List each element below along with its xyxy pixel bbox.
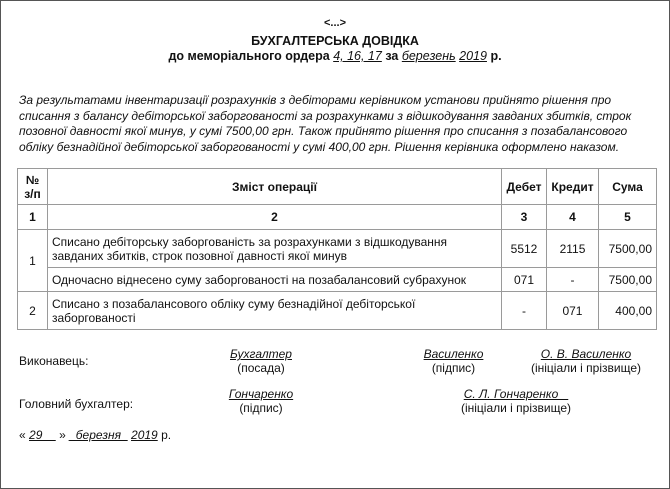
- date-close-quote: »: [59, 428, 66, 442]
- order-year-suffix: р.: [490, 49, 502, 63]
- index-cell: 5: [598, 205, 656, 230]
- row-credit: 2115: [546, 230, 598, 268]
- order-for: за: [385, 49, 399, 63]
- table-row: [18, 268, 657, 292]
- row-debit: 071: [502, 268, 547, 292]
- chief-signature: Гончаренко: [228, 387, 294, 401]
- date-year: 2019: [131, 428, 158, 442]
- executor-label: Виконавець:: [19, 354, 89, 368]
- intro-paragraph: За результатами інвентаризації розрахунків з дебіторами керівником установи прийнято рішення про списання з балансу дебіторської заборгованості за розрахунками з відшкодування завданих збитків, строк позовної давності якої минув, у сумі 7500,00 грн. Також прийнято рішення про списання з позабалансового обліку безнадійної дебіторської заборгованості у сумі 400,00 грн. Рішення керівника оформлено наказом.: [19, 93, 632, 154]
- date-open-quote: «: [19, 428, 26, 442]
- index-cell: 4: [546, 205, 598, 230]
- date-suffix: р.: [161, 428, 172, 442]
- header-content: Зміст операції: [47, 169, 501, 205]
- index-cell: 2: [47, 205, 501, 230]
- date-day: 29__: [29, 428, 56, 442]
- executor-name-block: [516, 347, 656, 375]
- executor-name: О. В. Василенко: [540, 347, 632, 361]
- header-sum: Сума: [598, 169, 656, 205]
- row-credit: 071: [546, 292, 598, 330]
- operations-table: [17, 168, 657, 330]
- row-debit: 5512: [502, 230, 547, 268]
- row-sum: 7500,00: [598, 230, 656, 268]
- chief-signature-caption: (підпис): [239, 401, 283, 415]
- chief-signature-block: [206, 387, 316, 415]
- name-caption: (ініціали і прізвище): [530, 361, 642, 375]
- table-row: [18, 292, 657, 330]
- executor-signature: Василенко: [423, 347, 484, 361]
- order-year: 2019: [459, 49, 487, 63]
- row-credit: -: [546, 268, 598, 292]
- chief-name: С. Л. Гончаренко _: [463, 387, 569, 401]
- row-debit: -: [502, 292, 547, 330]
- table-header-row: [18, 169, 657, 205]
- signature-caption: (підпис): [431, 361, 476, 375]
- chief-name-block: [441, 387, 591, 415]
- header-credit: Кредит: [546, 169, 598, 205]
- header-debit: Дебет: [502, 169, 547, 205]
- table-index-row: [18, 205, 657, 230]
- document-title: БУХГАЛТЕРСЬКА ДОВІДКА: [251, 34, 419, 48]
- order-line: [1, 49, 669, 63]
- stamp-placeholder: <...>: [323, 17, 347, 29]
- chief-name-caption: (ініціали і прізвище): [460, 401, 572, 415]
- row-sum: 400,00: [598, 292, 656, 330]
- executor-position-block: [206, 347, 316, 375]
- date-month: _березня_: [69, 428, 128, 442]
- order-month: березень: [401, 49, 456, 63]
- row-content: Списано дебіторську заборгованість за розрахунками з відшкодування завданих збитків, строк позовної давності якої минув: [47, 230, 501, 268]
- table-row: [18, 230, 657, 268]
- order-numbers: 4, 16, 17: [333, 49, 382, 63]
- position-caption: (посада): [237, 361, 285, 375]
- chief-label: Головний бухгалтер:: [19, 397, 134, 411]
- executor-signature-block: [401, 347, 506, 375]
- date-line: [19, 428, 171, 442]
- index-cell: 1: [18, 205, 48, 230]
- row-num: 1: [18, 230, 48, 292]
- index-cell: 3: [502, 205, 547, 230]
- executor-position: Бухгалтер: [230, 347, 292, 361]
- header-num: № з/п: [18, 169, 48, 205]
- row-content: Списано з позабалансового обліку суму безнадійної дебіторської заборгованості: [47, 292, 501, 330]
- row-content: Одночасно віднесено суму заборгованості на позабалансовий субрахунок: [47, 268, 501, 292]
- row-sum: 7500,00: [598, 268, 656, 292]
- order-prefix: до меморіального ордера: [168, 49, 330, 63]
- row-num: 2: [18, 292, 48, 330]
